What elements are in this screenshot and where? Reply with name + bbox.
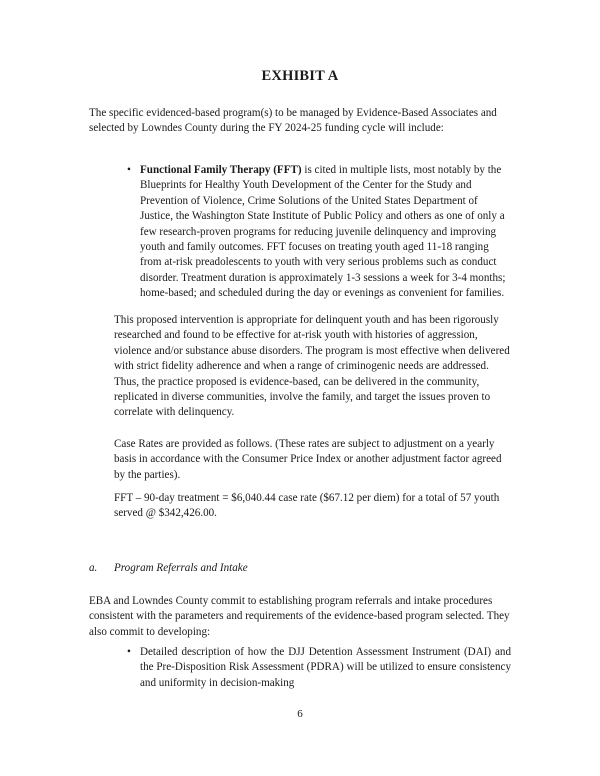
case-rates-paragraph: Case Rates are provided as follows. (These rates are subject to adjustment on a yearly basis in accordance with the Consumer Price Index or another adjustment factor agreed by the parties). [114,438,502,481]
program-name-bold: Functional Family Therapy (FFT) [140,164,302,176]
section-paragraph: EBA and Lowndes County commit to establishing program referrals and intake procedures consistent with the parameters and requirements of the evidence-based program selected. They also commit to developing: [89,595,510,638]
intro-paragraph: The specific evidenced-based program(s) to be managed by Evidence-Based Associates and selected by Lowndes County during the FY 2024-25 funding cycle will include: [89,107,497,135]
intervention-paragraph: This proposed intervention is appropriate for delinquent youth and has been rigorously researched and found to be effective for at-risk youth with histories of aggression, violence and/or substance abuse disorders. The program is most effective when delivered with strict fidelity adherence and when a range of criminogenic needs are addressed. Thus, the practice proposed is evidence-based, can be delivered in the community, replicated in diverse communities, involve the family, and target the issues proven to correlate with delinquency. [114,314,510,419]
bullet-marker-icon: • [127,646,131,658]
list-item-text: Detailed description of how the DJJ Detention Assessment Instrument (DAI) and the Pre-Disposition Risk Assessment (PDRA) will be utilized to ensure consistency and uniformity in decision-making [140,646,511,689]
page-title: EXHIBIT A [261,68,339,84]
program-description: is cited in multiple lists, most notably by the Blueprints for Healthy Youth Development of the Center for the Study and Prevention of Violence, Crime Solutions of the United States Department of Justice, the Washington State Institute of Public Policy and others as one of only a few research-proven programs for reducing juvenile delinquency and improving youth and family outcomes. FFT focuses on treating youth aged 11-18 ranging from at-risk preadolescents to youth with very serious problems such as conduct disorder. Treatment duration is approximately 1-3 sessions a week for 3-4 months; home-based; and scheduled during the day or evenings as convenient for families. [140,164,506,300]
section-heading: Program Referrals and Intake [114,562,248,574]
list-item-text [140,163,511,302]
bullet-marker-icon: • [127,164,131,176]
page-number: 6 [297,708,303,720]
list-item [127,163,511,302]
section-letter: a. [89,562,98,574]
list-item [127,645,511,691]
fft-rate-paragraph: FFT – 90-day treatment = $6,040.44 case rate ($67.12 per diem) for a total of 57 youth served @ $342,426.00. [114,492,500,520]
